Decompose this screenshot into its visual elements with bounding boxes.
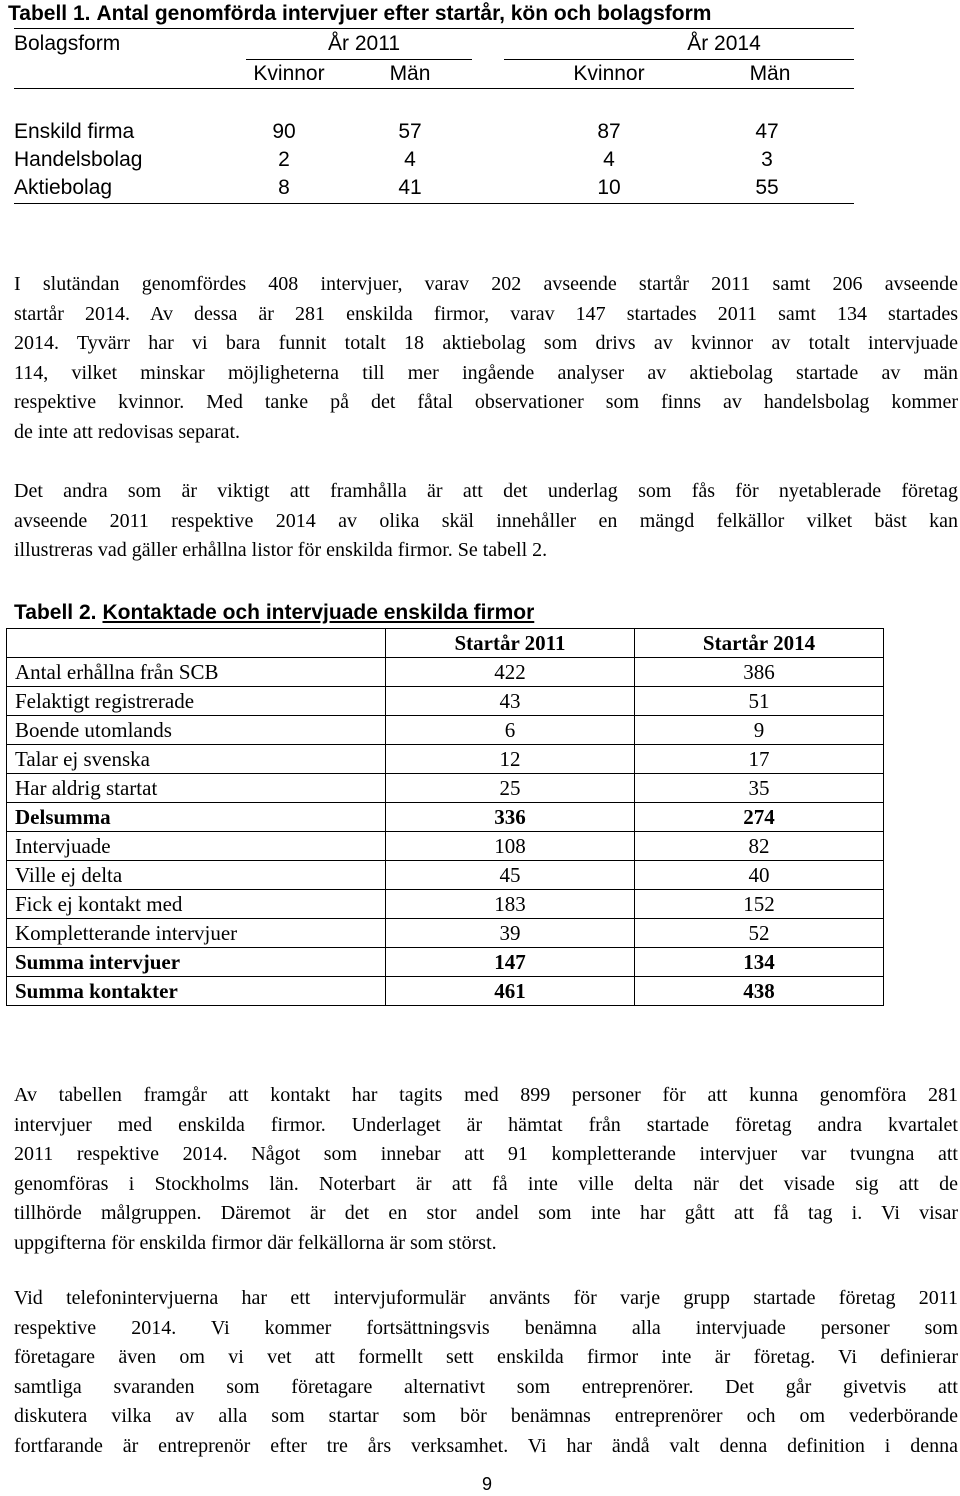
table2-row-label: Ville ej delta: [7, 861, 386, 890]
table-row: [7, 774, 884, 803]
table-row: [7, 919, 884, 948]
paragraph-line: företagare även om vi vet att formellt sett enskilda firmor inte är företag. Vi definierar: [14, 1346, 958, 1368]
paragraph-4: [14, 1284, 958, 1461]
paragraph-line: startår 2014. Av dessa är 281 enskilda firmor, varav 147 startades 2011 samt 134 startades: [14, 302, 958, 325]
table2-cell-2014: 274: [635, 803, 884, 832]
paragraph-2: [14, 477, 958, 566]
table-row: [7, 832, 884, 861]
paragraph-line: Vid telefonintervjuerna har ett intervjuformulär använts för varje grupp startade företag 2011: [14, 1287, 958, 1309]
paragraph-line: 114, vilket minskar möjligheterna till mer ingående analyser av aktiebolag startade av män: [14, 361, 958, 384]
table-row: [7, 658, 884, 687]
table2-caption: [14, 598, 534, 628]
table2-cell-2011: 422: [386, 658, 635, 687]
table1-row-label: Handelsbolag: [14, 148, 143, 171]
paragraph-line: illustreras vad gäller erhållna listor för enskilda firmor. Se tabell 2.: [14, 539, 548, 561]
table2-header-2011: Startår 2011: [386, 629, 635, 658]
table1-bottom-rule: [14, 203, 854, 204]
table-row: [7, 745, 884, 774]
table1-cell: 55: [755, 176, 779, 199]
table1-row-header: Bolagsform: [14, 32, 121, 55]
table1-header-rule: [14, 88, 854, 89]
table2-row-label: Kompletterande intervjuer: [7, 919, 386, 948]
paragraph-line: respektive 2014. Vi kommer fortsättningsvis benämna alla intervjuade personer som: [14, 1316, 958, 1339]
table2-header-row: [7, 629, 884, 658]
table1-cell: 90: [272, 120, 296, 143]
table1-row-label: Enskild firma: [14, 120, 135, 143]
paragraph-line: intervjuer med enskilda firmor. Underlaget är hämtat från startade företag andra kvartalet: [14, 1113, 958, 1136]
table2-cell-2014: 35: [635, 774, 884, 803]
table-row-total: [7, 948, 884, 977]
table2-cell-2014: 40: [635, 861, 884, 890]
paragraph-3: [14, 1081, 958, 1258]
paragraph-line: 2011 respektive 2014. Något som innebar att 91 kompletterande intervjuer var tvungna att: [14, 1143, 958, 1165]
table2: [6, 628, 884, 1006]
table2-cell-2014: 386: [635, 658, 884, 687]
table1-cell: 4: [404, 148, 416, 171]
table1-sub-man-2011: Män: [389, 62, 431, 85]
paragraph-1: [14, 270, 958, 447]
paragraph-line: uppgifterna för enskilda firmor där felkällorna är som störst.: [14, 1231, 497, 1254]
table2-cell-2014: 134: [635, 948, 884, 977]
table-row: [7, 861, 884, 890]
paragraph-line: avseende 2011 respektive 2014 av olika skäl innehåller en mängd felkällor vilket bäst kan: [14, 509, 958, 532]
table2-row-label: Talar ej svenska: [7, 745, 386, 774]
table-row: [7, 890, 884, 919]
table1-sub-kvinnor-2014: Kvinnor: [573, 62, 645, 85]
table2-cell-2014: 51: [635, 687, 884, 716]
paragraph-line: tillhörde målgruppen. Däremot är det en stor andel som inte har gått att få tag i. Vi visar: [14, 1202, 958, 1224]
table2-cell-2011: 12: [386, 745, 635, 774]
paragraph-line: genomföras i Stockholms län. Noterbart är att få inte ville delta när det visade sig att de: [14, 1172, 958, 1195]
table2-cell-2011: 25: [386, 774, 635, 803]
table1-cell: 2: [278, 148, 290, 171]
table1-cell: 47: [755, 120, 779, 143]
paragraph-line: Det andra som är viktigt att framhålla är att det underlag som fås för nyetablerade företag: [14, 480, 958, 502]
table2-row-label: Summa intervjuer: [7, 948, 386, 977]
table2-row-label: Delsumma: [7, 803, 386, 832]
table2-cell-2011: 39: [386, 919, 635, 948]
table2-cell-2011: 45: [386, 861, 635, 890]
table2-row-label: Intervjuade: [7, 832, 386, 861]
table1-cell: 4: [603, 148, 615, 171]
paragraph-line: samtliga svaranden som företagare alternativt som entreprenörer. Det går givetvis att: [14, 1375, 958, 1398]
paragraph-line: I slutändan genomfördes 408 intervjuer, varav 202 avseende startår 2011 samt 206 avseende: [14, 273, 958, 295]
table-row-subtotal: [7, 803, 884, 832]
table2-row-label: Fick ej kontakt med: [7, 890, 386, 919]
table1-caption: [8, 0, 958, 28]
table2-cell-2011: 6: [386, 716, 635, 745]
paragraph-line: 2014. Tyvärr har vi bara funnit totalt 18 aktiebolag som drivs av kvinnor av totalt intervjuade: [14, 332, 958, 354]
table2-cell-2011: 461: [386, 977, 635, 1006]
table2-row-label: Antal erhållna från SCB: [7, 658, 386, 687]
table1-cell: 10: [597, 176, 621, 199]
table2-cell-2014: 438: [635, 977, 884, 1006]
table1-sub-kvinnor-2011: Kvinnor: [253, 62, 325, 85]
table1-label: Tabell 1.: [8, 2, 91, 25]
table2-cell-2014: 52: [635, 919, 884, 948]
table2-title: Kontaktade och intervjuade enskilda firmor: [102, 601, 535, 624]
table-row: [7, 687, 884, 716]
table2-header-empty: [7, 629, 386, 658]
table2-row-label: Summa kontakter: [7, 977, 386, 1006]
paragraph-line: de inte att redovisas separat.: [14, 420, 241, 443]
table1-cell: 57: [398, 120, 422, 143]
table2-header-2014: Startår 2014: [635, 629, 884, 658]
table2-cell-2014: 9: [635, 716, 884, 745]
table2-cell-2014: 82: [635, 832, 884, 861]
page-number: 9: [481, 1474, 492, 1494]
table1-group-2011: År 2011: [328, 32, 400, 55]
table1-cell: 87: [597, 120, 621, 143]
table1-row-label: Aktiebolag: [14, 176, 113, 199]
table2-cell-2011: 43: [386, 687, 635, 716]
table2-cell-2011: 336: [386, 803, 635, 832]
paragraph-line: diskutera vilka av alla som startar som bör benämnas entreprenörer och om vederbörande: [14, 1405, 958, 1427]
table2-row-label: Har aldrig startat: [7, 774, 386, 803]
table2-label: Tabell 2.: [14, 601, 97, 624]
table1-title: Antal genomförda intervjuer efter startår, kön och bolagsform: [96, 2, 712, 25]
table1-cell: 41: [398, 176, 422, 199]
paragraph-line: Av tabellen framgår att kontakt har tagits med 899 personer för att kunna genomföra 281: [14, 1084, 958, 1106]
table1-group-2014: År 2014: [687, 32, 761, 55]
table-row-total: [7, 977, 884, 1006]
table2-cell-2011: 147: [386, 948, 635, 977]
table2-row-label: Felaktigt registrerade: [7, 687, 386, 716]
table-row: [7, 716, 884, 745]
table2-row-label: Boende utomlands: [7, 716, 386, 745]
table1-cell: 3: [761, 148, 773, 171]
paragraph-line: respektive kvinnor. Med tanke på det fåtal observationer som finns av handelsbolag kommer: [14, 391, 958, 413]
table2-cell-2011: 183: [386, 890, 635, 919]
table2-cell-2014: 17: [635, 745, 884, 774]
table1-sub-man-2014: Män: [749, 62, 791, 85]
paragraph-line: fortfarande är entreprenör efter tre års verksamhet. Vi har ändå valt denna definition i denna: [14, 1434, 958, 1457]
table2-cell-2011: 108: [386, 832, 635, 861]
table2-cell-2014: 152: [635, 890, 884, 919]
table1-cell: 8: [278, 176, 290, 199]
